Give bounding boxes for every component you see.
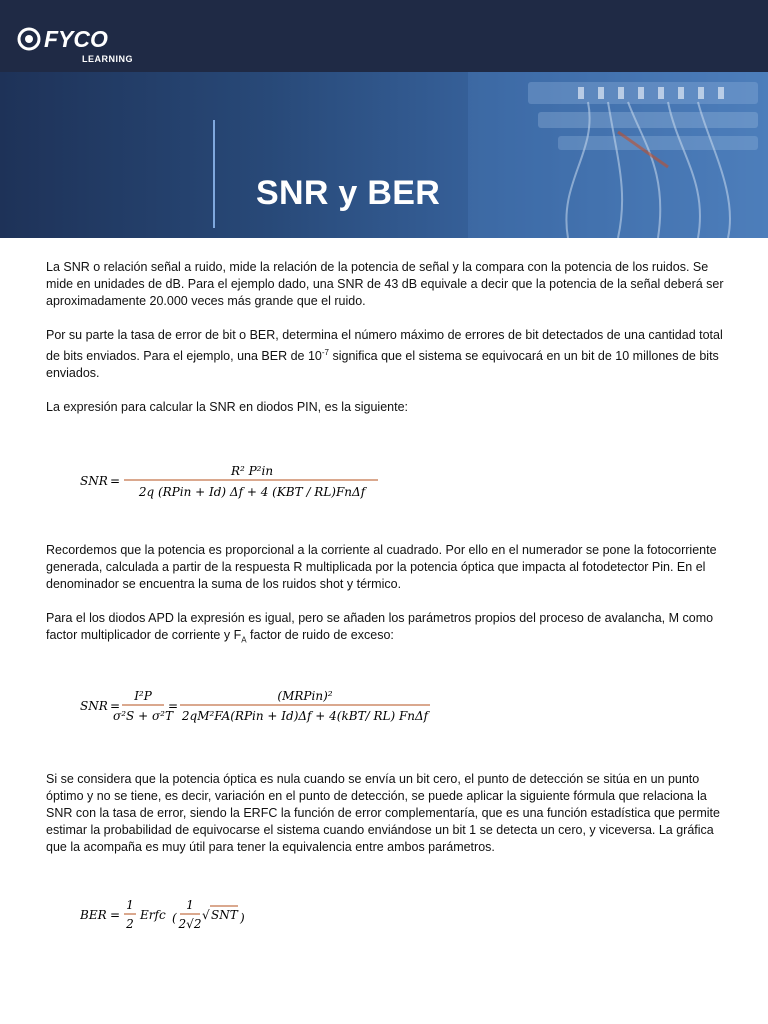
brand-name: FYCO [44, 26, 108, 52]
svg-text:σ²S + σ²T: σ²S + σ²T [113, 708, 173, 723]
svg-text:2√2: 2√2 [178, 916, 202, 931]
paragraph-ber-definition: Por su parte la tasa de error de bit o BER, determina el número máximo de errores de bit detectados de una cantidad total de bits enviados. Para el ejemplo, una BER de $10^{-7}$ significa que el sistema se equivocará en un bit de 10 millones de bits enviados. [46, 328, 723, 381]
svg-text:R² P²in: R² P²in [230, 464, 274, 479]
banner-divider [213, 120, 215, 228]
svg-text:1: 1 [126, 897, 134, 912]
svg-text:√: √ [202, 907, 210, 922]
hero-banner [0, 72, 768, 238]
svg-text:SNR: SNR [80, 474, 108, 489]
page-title: SNR y BER [256, 174, 441, 212]
svg-text:=: = [168, 698, 179, 713]
svg-text:): ) [240, 910, 245, 925]
svg-text:BER: BER [80, 907, 107, 922]
paragraph-erfc-explanation: Si se considera que la potencia óptica es nula cuando se envía un bit cero, el punto de detección se sitúa en un punto óptimo y no se tiene, es decir, variación en el punto de detección, se puede aplicar la siguiente fórmula que relaciona la SNR con la tasa de error, siendo la ERFC la función de error complementaría, que es una función estadística que permite estimar la probabilidad de equivocarse el sistema cuando enviándose un bit 1 se detecta un cero, y viceversa. La gráfica que la acompaña es muy útil para tener la equivalencia entre ambos parámetros. [46, 771, 720, 854]
svg-text:SNT: SNT [211, 907, 238, 922]
header-bar [0, 0, 768, 72]
svg-text:2q (RPin + Id) Δf + 4 (KBT / R: 2q (RPin + Id) Δf + 4 (KBT / RL)FnΔf [138, 485, 366, 500]
brand-tagline: LEARNING [82, 54, 133, 64]
paragraph-pin-intro: La expresión para calcular la SNR en diodos PIN, es la siguiente: [46, 400, 409, 415]
svg-text:1: 1 [186, 897, 194, 912]
formula-snr-apd [80, 684, 440, 728]
svg-text:Erfc: Erfc [140, 907, 166, 922]
svg-text:(MRPin)²: (MRPin)² [277, 688, 333, 703]
equipment-photo [468, 72, 768, 238]
svg-text:(: ( [172, 910, 177, 925]
svg-text:=: = [110, 474, 121, 489]
svg-text:2: 2 [126, 916, 134, 931]
paragraph-power-note: Recordemos que la potencia es proporcional a la corriente al cuadrado. Por ello en el numerador se pone la fotocorriente generada, calculada a partir de la respuesta R multiplicada por la potencia óptica que impacta al fotodetector Pin. En el denominador se encuentra la suma de los ruidos shot y térmico. [46, 543, 717, 592]
paragraph-apd-intro: Para el los diodos APD la expresión es igual, pero se añaden los parámetros propios del proceso de avalancha, M como factor multiplicador de corriente y $F_A$ factor de ruido de exceso: [46, 611, 714, 645]
document-body [46, 259, 726, 940]
svg-text:2qM²FA(RPin + Id)Δf + 4(kBT/ R: 2qM²FA(RPin + Id)Δf + 4(kBT/ RL) FnΔf [181, 708, 429, 723]
fyco-logo [12, 20, 152, 68]
formula-snr-pin [80, 457, 400, 503]
svg-text:=: = [110, 907, 121, 922]
paragraph-snr-definition: La SNR o relación señal a ruido, mide la relación de la potencia de señal y la compara con la potencia de los ruidos. Se mide en unidades de dB. Para el ejemplo dado, una SNR de 43 dB equivale a decir que la potencia de la señal deberá ser aproximadamente 20.000 veces más grande que el ruido. [46, 260, 724, 308]
svg-text:=: = [110, 698, 121, 713]
svg-text:SNR: SNR [80, 698, 108, 713]
formula-ber [80, 895, 280, 935]
svg-text:I²P: I²P [134, 688, 152, 703]
